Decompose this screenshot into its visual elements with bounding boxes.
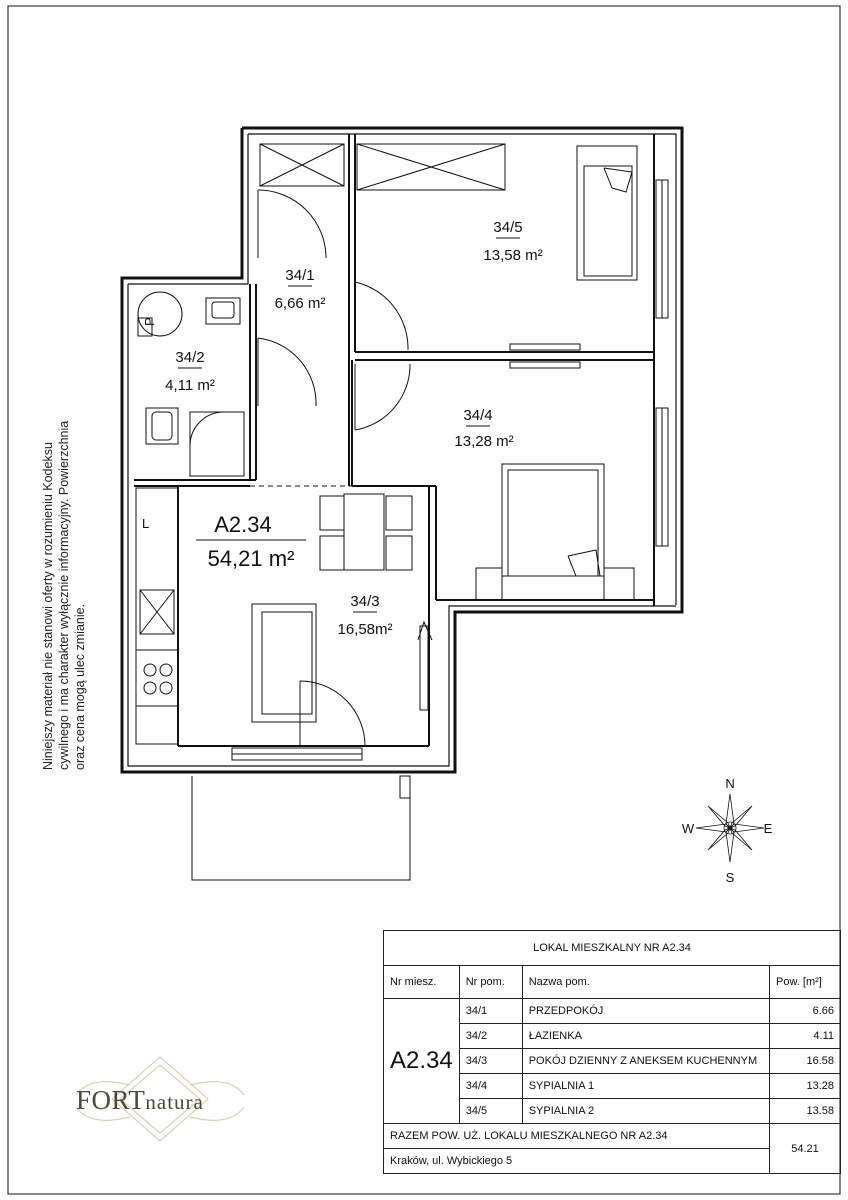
room-area: 13,58 m² — [483, 247, 543, 264]
disclaimer-line: cywilnego i ma charakter wyłącznie informacyjny. Powierzchnia — [57, 420, 71, 770]
sofa — [252, 604, 316, 722]
compass-w: W — [681, 821, 695, 836]
unit-area: 54,21 m² — [207, 546, 295, 571]
compass-rose — [682, 776, 773, 885]
room-name-cell: SYPIALNIA 1 — [522, 1074, 769, 1099]
room-area: 6,66 m² — [274, 295, 326, 312]
room-name-cell: PRZEDPOKÓJ — [522, 999, 769, 1024]
address: Kraków, ul. Wybickiego 5 — [384, 1149, 770, 1174]
total-value: 54.21 — [770, 1124, 841, 1174]
total-label: RAZEM POW. UŻ. LOKALU MIESZKALNEGO NR A2.34 — [384, 1124, 770, 1149]
bed-34-5 — [577, 146, 637, 280]
room-name-cell: ŁAZIENKA — [522, 1024, 769, 1049]
room-area-cell: 16.58 — [770, 1049, 841, 1074]
compass-n: N — [725, 776, 735, 791]
svg-text:P: P — [142, 317, 157, 326]
interior-walls — [134, 134, 654, 746]
header-unit: Nr miesz. — [384, 966, 460, 999]
room-labels — [165, 219, 542, 638]
room-id: 34/2 — [175, 349, 205, 366]
room-id: 34/4 — [463, 407, 493, 424]
bed-34-4 — [476, 464, 634, 600]
dining-set — [320, 494, 412, 570]
doors — [258, 190, 410, 746]
outer-walls — [122, 128, 682, 772]
room-area: 16,58m² — [337, 621, 393, 638]
disclaimer-line: oraz cena mogą ulec zmianie. — [73, 603, 87, 770]
room-id: 34/5 — [493, 219, 523, 236]
header-room-name: Nazwa pom. — [522, 966, 769, 999]
logo-fort: FORT — [76, 1085, 146, 1115]
room-area-cell: 6.66 — [770, 999, 841, 1024]
disclaimer-line: Niniejszy materiał nie stanowi oferty w rozumieniu Kodeksu — [41, 442, 55, 770]
room-id: 34/1 — [285, 267, 315, 284]
room-no-cell: 34/5 — [459, 1099, 522, 1124]
svg-text:L: L — [142, 516, 150, 531]
room-id: 34/3 — [350, 593, 380, 610]
room-area-cell: 13.28 — [770, 1074, 841, 1099]
room-no-cell: 34/2 — [459, 1024, 522, 1049]
wardrobes — [260, 144, 505, 190]
room-no-cell: 34/3 — [459, 1049, 522, 1074]
room-no-cell: 34/1 — [459, 999, 522, 1024]
room-area-cell: 13.58 — [770, 1099, 841, 1124]
room-name-cell: POKÓJ DZIENNY Z ANEKSEM KUCHENNYM — [522, 1049, 769, 1074]
table-title: LOKAL MIESZKALNY NR A2.34 — [384, 931, 841, 966]
unit-id: A2.34 — [214, 512, 272, 537]
room-area: 4,11 m² — [165, 377, 215, 394]
room-area: 13,28 m² — [454, 433, 514, 450]
disclaimer — [40, 350, 88, 770]
logo-natura: natura — [145, 1090, 204, 1114]
table-row — [384, 999, 841, 1024]
header-room-no: Nr pom. — [459, 966, 522, 999]
fort-natura-logo — [70, 1055, 250, 1145]
total-row — [384, 1124, 841, 1149]
compass-e: E — [763, 821, 773, 836]
compass-s: S — [725, 870, 735, 885]
room-no-cell: 34/4 — [459, 1074, 522, 1099]
unit-cell: A2.34 — [384, 999, 460, 1124]
room-area-cell: 4.11 — [770, 1024, 841, 1049]
balcony — [192, 776, 410, 880]
header-area: Pow. [m²] — [770, 966, 841, 999]
unit-label — [196, 512, 306, 571]
logo-wordmark — [76, 1085, 204, 1116]
room-name-cell: SYPIALNIA 2 — [522, 1099, 769, 1124]
room-schedule-table — [383, 930, 841, 1174]
